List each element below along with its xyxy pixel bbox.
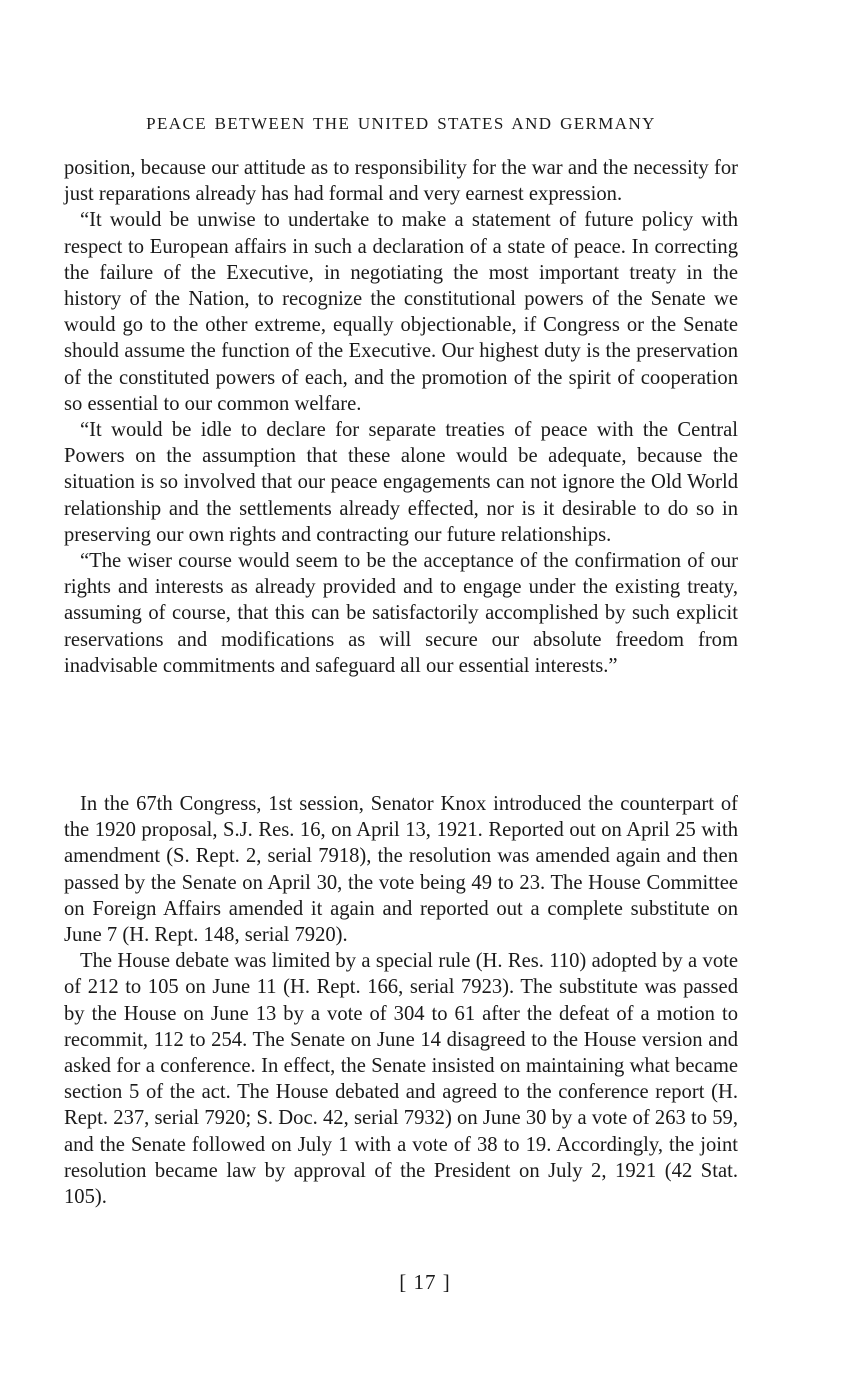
quote-paragraph: “The wiser course would seem to be the acceptance of the confirmation of our rights and interests as already provided and to engage under the existing treaty, assuming of course, that this can be satisfactorily accomplished by such explicit reservations and modifications as will secure our absolute freedom from inadvisable commitments and safeguard all our essential interests.” [64,550,738,677]
quote-paragraph: “It would be idle to declare for separate treaties of peace with the Central Powers on the assumption that these alone would be adequate, because the situation is so involved that our peace engagements can not ignore the Old World relationship and the settlements already effected, nor is it desirable to do so in preserving our own rights and contracting our future relationships. [64,419,738,546]
quote-paragraph-continued: position, because our attitude as to responsibility for the war and the necessity for just reparations already has had formal and very earnest expression. [64,157,738,206]
quoted-statement [64,155,738,679]
quote-paragraph: “It would be unwise to undertake to make a statement of future policy with respect to European affairs in such a declaration of a state of peace. In correcting the failure of the Executive, in negotiating the most important treaty in the history of the Nation, to recognize the constitutional powers of the Senate we would go to the other extreme, equally objectionable, if Congress or the Senate should assume the function of the Executive. Our highest duty is the preservation of the constituted powers of each, and the promotion of the spirit of cooperation so essential to our common welfare. [64,209,738,415]
legislative-history [64,791,738,1210]
body-paragraph: In the 67th Congress, 1st session, Senator Knox introduced the counterpart of the 1920 proposal, S.J. Res. 16, on April 13, 1921. Reported out on April 25 with amendment (S. Rept. 2, serial 7918), the resolution was amended again and then passed by the Senate on April 30, the vote being 49 to 23. The House Committee on Foreign Affairs amended it again and reported out a complete substitute on June 7 (H. Rept. 148, serial 7920). [64,793,738,947]
page-number: [ 17 ] [399,1270,451,1294]
body-paragraph: The House debate was limited by a special rule (H. Res. 110) adopted by a vote of 212 to 105 on June 11 (H. Rept. 166, serial 7923). The substitute was passed by the House on June 13 by a vote of 304 to 61 after the defeat of a motion to recommit, 112 to 254. The Senate on June 14 disagreed to the House version and asked for a conference. In effect, the Senate insisted on maintaining what became section 5 of the act. The House debated and agreed to the conference report (H. Rept. 237, serial 7920; S. Doc. 42, serial 7932) on June 30 by a vote of 263 to 59, and the Senate followed on July 1 with a vote of 38 to 19. Accordingly, the joint resolution became law by approval of the President on July 2, 1921 (42 Stat. 105). [64,950,738,1209]
running-head: PEACE BETWEEN THE UNITED STATES AND GERMANY [146,114,656,133]
